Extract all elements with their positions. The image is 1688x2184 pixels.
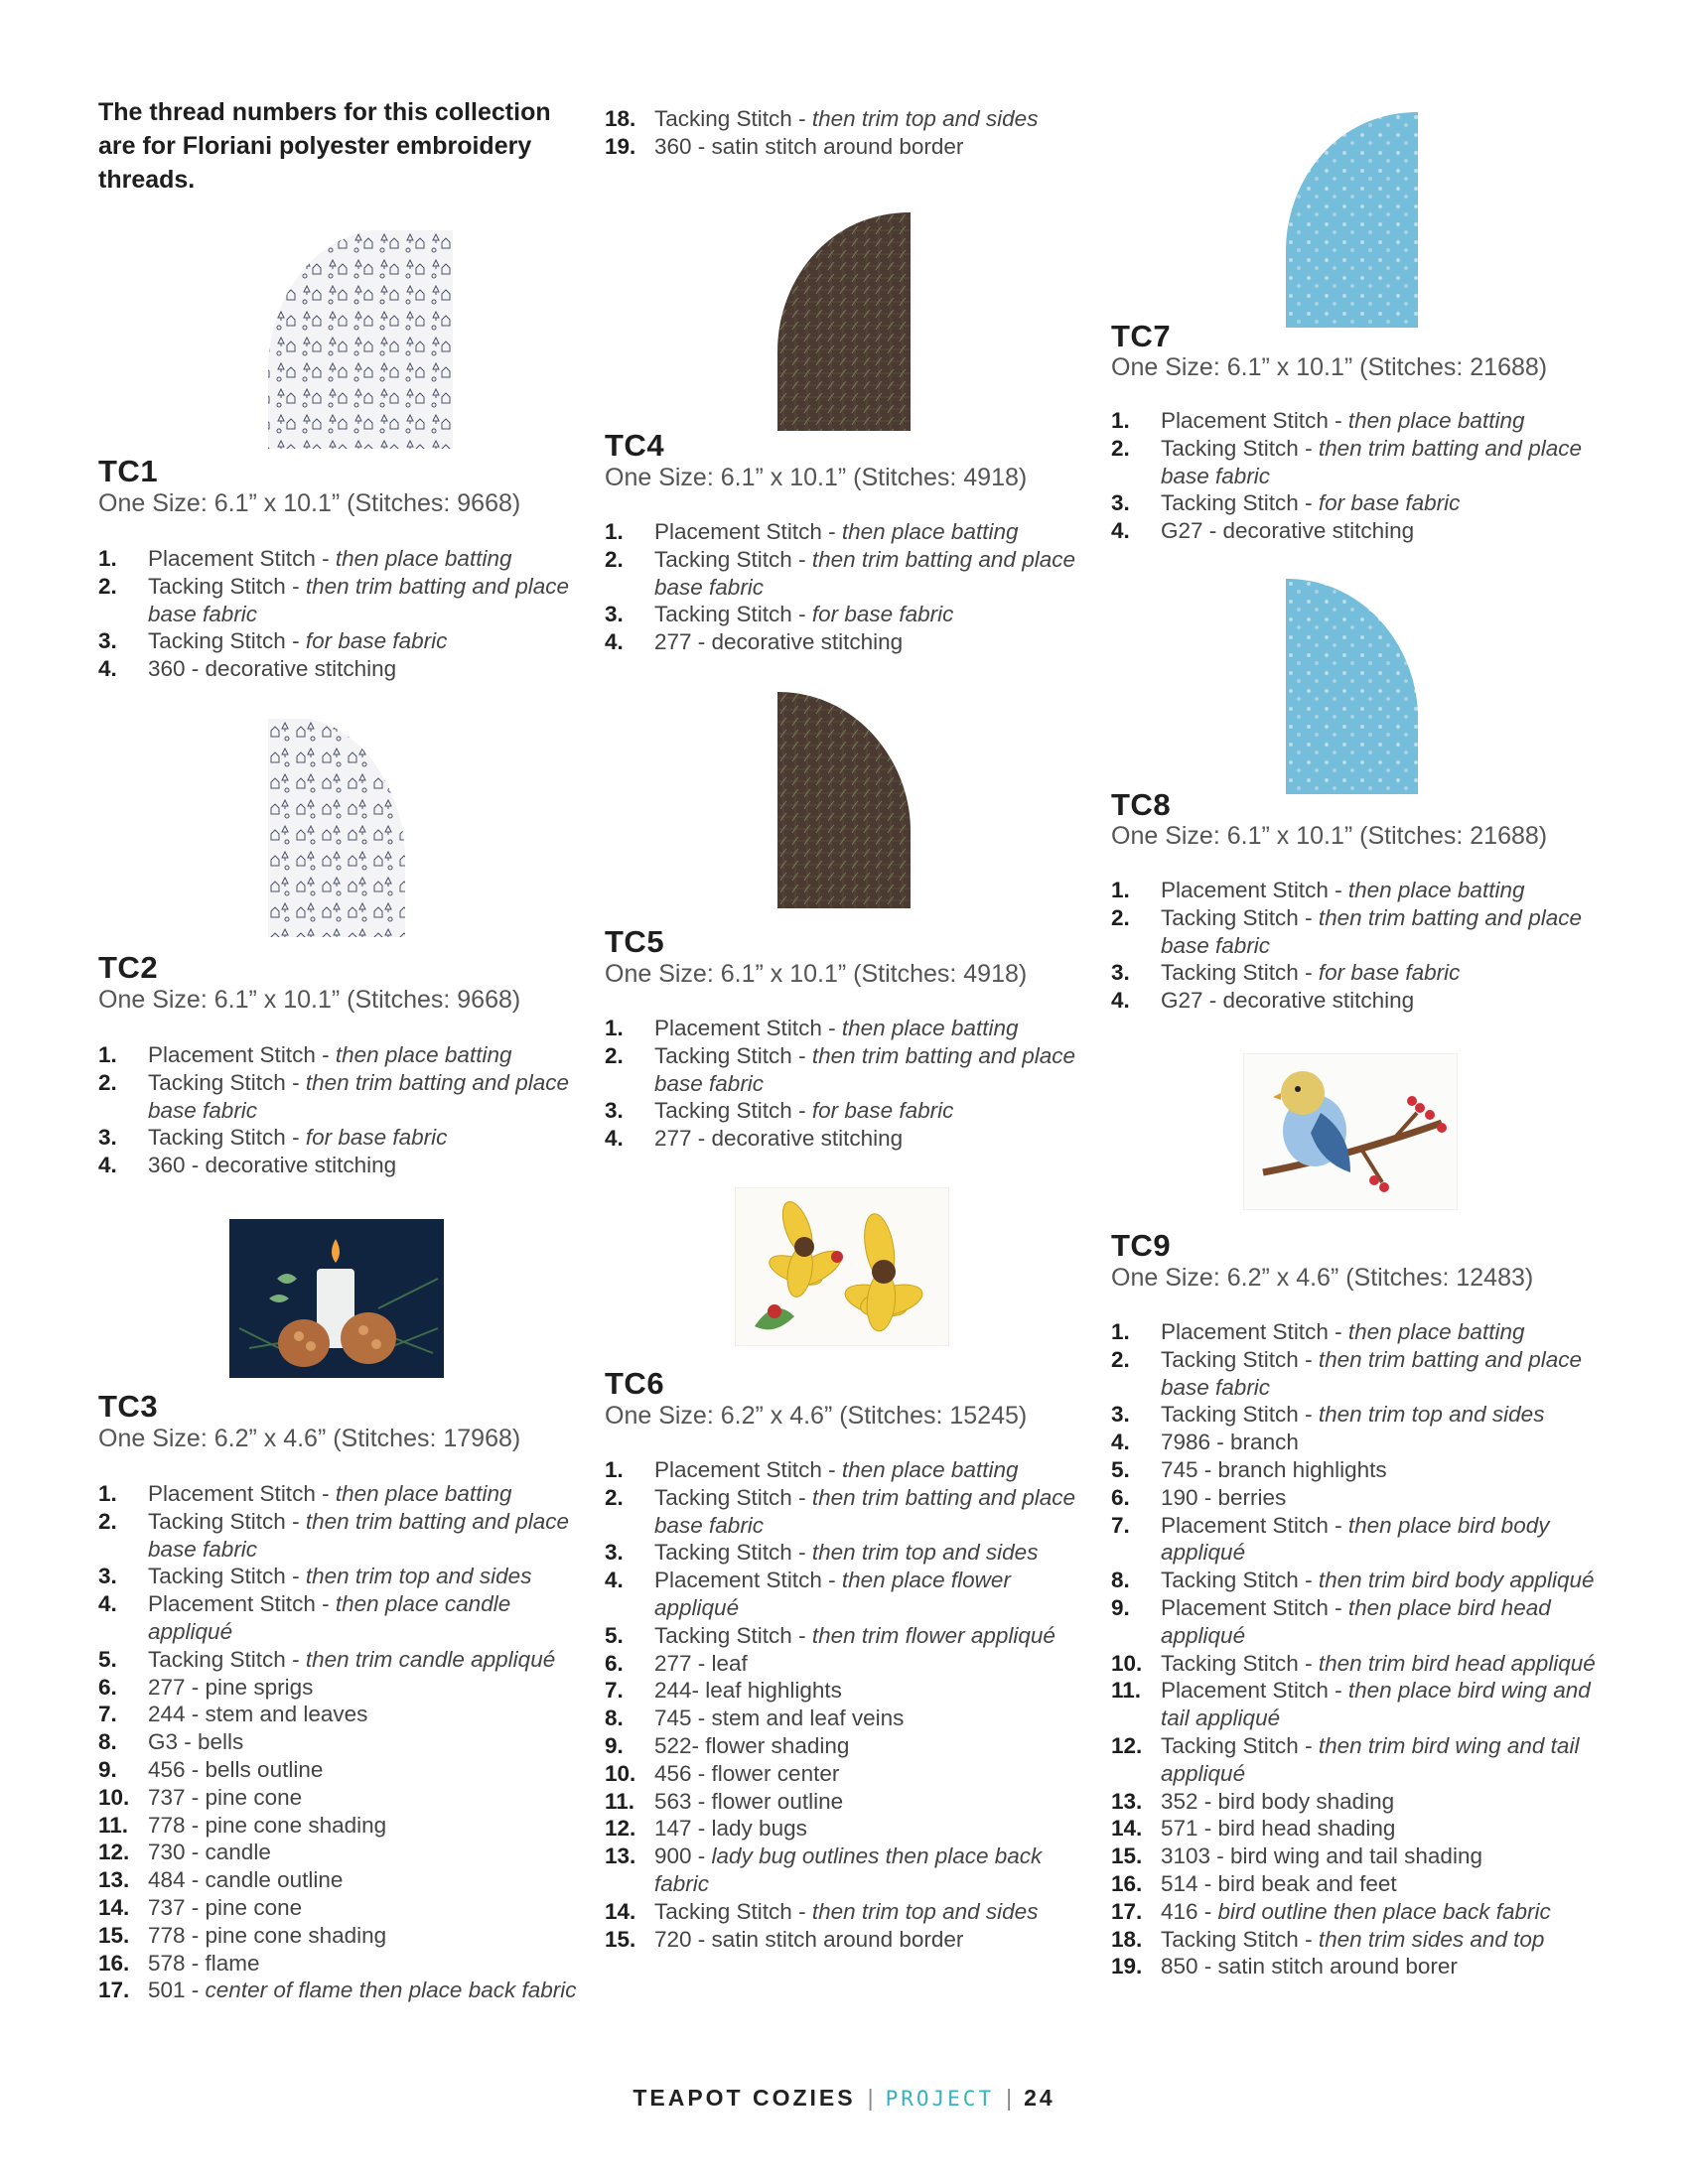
list-item: 9. Placement Stitch - then place bird head appliqué: [1111, 1594, 1551, 1648]
list-item: 3. Tacking Stitch - then trim top and sides: [605, 1540, 1039, 1566]
tc6-size: One Size: 6.2” x 4.6” (Stitches: 15245): [605, 1402, 1028, 1430]
list-item: 3. Tacking Stitch - for base fabric: [605, 1098, 954, 1124]
list-item: 18. Tacking Stitch - then trim top and sides: [605, 106, 1039, 131]
list-item: 16. 514 - bird beak and feet: [1111, 1870, 1397, 1896]
list-item: 11. 563 - flower outline: [605, 1788, 844, 1814]
list-item: 4. 277 - decorative stitching: [605, 1126, 904, 1152]
tc7-steps: [1111, 407, 1608, 545]
list-item: 2. Tacking Stitch - then trim batting and place base fabric: [605, 1484, 1075, 1538]
footer-title: TEAPOT COZIES: [633, 2085, 856, 2111]
list-item: 19. 360 - satin stitch around border: [605, 133, 964, 159]
list-item: 3. Tacking Stitch - for base fabric: [605, 602, 954, 627]
list-item: 4. Placement Stitch - then place candle appliqué: [98, 1591, 511, 1644]
list-item: 1. Placement Stitch - then place batting: [1111, 1319, 1525, 1344]
list-item: 1. Placement Stitch - then place batting: [98, 546, 512, 571]
list-item: 11. 778 - pine cone shading: [98, 1812, 387, 1838]
list-item: 11. Placement Stitch - then place bird wing and tail appliqué: [1111, 1678, 1591, 1731]
list-item: 13. 484 - candle outline: [98, 1867, 344, 1893]
list-item: 2. Tacking Stitch - then trim batting and place base fabric: [1111, 435, 1582, 488]
list-item: 6. 277 - leaf: [605, 1650, 748, 1676]
list-item: 8. 745 - stem and leaf veins: [605, 1706, 905, 1731]
list-item: 9. 456 - bells outline: [98, 1756, 324, 1782]
tc7-size: One Size: 6.1” x 10.1” (Stitches: 21688): [1111, 353, 1548, 381]
tc8-size: One Size: 6.1” x 10.1” (Stitches: 21688): [1111, 822, 1548, 850]
list-item: 8. Tacking Stitch - then trim bird body appliqué: [1111, 1568, 1595, 1593]
tc2-code: TC2: [98, 950, 159, 985]
list-item: 7. Placement Stitch - then place bird body appliqué: [1111, 1512, 1550, 1566]
list-item: 14. 571 - bird head shading: [1111, 1816, 1396, 1842]
list-item: 4. 360 - decorative stitching: [98, 656, 397, 682]
list-item: 1. Placement Stitch - then place batting: [98, 1042, 512, 1067]
list-item: 3. Tacking Stitch - for base fabric: [98, 628, 448, 654]
tc4-image: [777, 212, 911, 431]
tc9-size: One Size: 6.2” x 4.6” (Stitches: 12483): [1111, 1264, 1534, 1292]
footer-separator: |: [867, 2085, 874, 2111]
tc2-size: One Size: 6.1” x 10.1” (Stitches: 9668): [98, 986, 521, 1014]
list-item: 10. Tacking Stitch - then trim bird head appliqué: [1111, 1650, 1596, 1676]
list-item: 5. Tacking Stitch - then trim flower appliqué: [605, 1622, 1055, 1648]
list-item: 9. 522- flower shading: [605, 1732, 850, 1758]
tc4-steps: [605, 518, 1101, 656]
tc3-code: TC3: [98, 1389, 159, 1424]
list-item: 6. 190 - berries: [1111, 1484, 1287, 1510]
list-item: 1. Placement Stitch - then place batting: [1111, 878, 1525, 902]
list-item: 2. Tacking Stitch - then trim batting and place base fabric: [98, 573, 569, 626]
list-item: 1. Placement Stitch - then place batting: [98, 1481, 512, 1506]
tc1-steps: [98, 545, 595, 683]
list-item: 2. Tacking Stitch - then trim batting and place base fabric: [605, 1042, 1075, 1096]
tc1-image: [268, 230, 453, 449]
list-item: 7. 244- leaf highlights: [605, 1678, 842, 1704]
list-item: 14. 737 - pine cone: [98, 1894, 303, 1920]
list-item: 1. Placement Stitch - then place batting: [605, 1457, 1019, 1482]
list-item: 4. G27 - decorative stitching: [1111, 988, 1415, 1014]
tc6-code: TC6: [605, 1366, 665, 1401]
list-item: 18. Tacking Stitch - then trim sides and top: [1111, 1926, 1545, 1952]
list-item: 15. 3103 - bird wing and tail shading: [1111, 1843, 1482, 1869]
tc2-steps: [98, 1041, 595, 1179]
list-item: 4. G27 - decorative stitching: [1111, 518, 1415, 544]
list-item: 8. G3 - bells: [98, 1729, 244, 1755]
list-item: 4. 7986 - branch: [1111, 1430, 1299, 1455]
list-item: 2. Tacking Stitch - then trim batting and place base fabric: [98, 1069, 569, 1123]
list-item: 5. Tacking Stitch - then trim candle appliqué: [98, 1646, 556, 1672]
page-footer: [0, 2085, 1688, 2112]
list-item: 3. Tacking Stitch - for base fabric: [1111, 960, 1461, 986]
tc3-size: One Size: 6.2” x 4.6” (Stitches: 17968): [98, 1425, 521, 1452]
list-item: 3. Tacking Stitch - for base fabric: [1111, 490, 1461, 516]
list-item: 2. Tacking Stitch - then trim batting and place base fabric: [1111, 904, 1582, 958]
list-item: 2. Tacking Stitch - then trim batting and place base fabric: [98, 1508, 569, 1562]
list-item: 4. 277 - decorative stitching: [605, 629, 904, 655]
tc9-steps: [1111, 1318, 1608, 1980]
tc4-size: One Size: 6.1” x 10.1” (Stitches: 4918): [605, 464, 1028, 491]
tc8-steps: [1111, 877, 1608, 1015]
list-item: 1. Placement Stitch - then place batting: [605, 519, 1019, 544]
list-item: 14. Tacking Stitch - then trim top and sides: [605, 1898, 1039, 1924]
list-item: 10. 456 - flower center: [605, 1760, 840, 1786]
tc1-code: TC1: [98, 454, 159, 488]
list-item: 12. Tacking Stitch - then trim bird wing and tail appliqué: [1111, 1732, 1580, 1786]
list-item: 10. 737 - pine cone: [98, 1784, 303, 1810]
col2-continued-steps: [605, 105, 1101, 161]
list-item: 12. 730 - candle: [98, 1840, 271, 1865]
tc9-image: [1243, 1053, 1458, 1210]
list-item: 4. 360 - decorative stitching: [98, 1153, 397, 1178]
tc4-code: TC4: [605, 428, 665, 463]
list-item: 3. Tacking Stitch - then trim top and sides: [1111, 1402, 1545, 1428]
footer-section: PROJECT: [885, 2087, 995, 2111]
tc1-size: One Size: 6.1” x 10.1” (Stitches: 9668): [98, 489, 521, 517]
list-item: 1. Placement Stitch - then place batting: [1111, 408, 1525, 433]
tc6-steps: [605, 1456, 1101, 1953]
list-item: 15. 778 - pine cone shading: [98, 1922, 387, 1948]
tc8-code: TC8: [1111, 787, 1172, 822]
list-item: 5. 745 - branch highlights: [1111, 1456, 1387, 1482]
list-item: 12. 147 - lady bugs: [605, 1816, 807, 1842]
tc5-steps: [605, 1015, 1101, 1153]
tc2-image: [268, 719, 405, 937]
page-number: 24: [1024, 2085, 1055, 2111]
list-item: 17. 416 - bird outline then place back fabric: [1111, 1898, 1551, 1924]
list-item: 3. Tacking Stitch - then trim top and sides: [98, 1564, 532, 1589]
list-item: 17. 501 - center of flame then place back fabric: [98, 1978, 577, 2003]
tc8-image: [1286, 579, 1418, 794]
tc6-image: [735, 1187, 949, 1346]
tc5-image: [777, 692, 911, 908]
intro-note: The thread numbers for this collection are for Floriani polyester embroidery threads.: [98, 98, 551, 194]
tc3-image: [229, 1219, 444, 1378]
tc9-code: TC9: [1111, 1228, 1172, 1263]
list-item: 1. Placement Stitch - then place batting: [605, 1016, 1019, 1040]
footer-separator: |: [1006, 2085, 1013, 2111]
list-item: 6. 277 - pine sprigs: [98, 1674, 314, 1700]
list-item: 7. 244 - stem and leaves: [98, 1702, 368, 1727]
list-item: 2. Tacking Stitch - then trim batting and place base fabric: [605, 546, 1075, 600]
tc7-code: TC7: [1111, 319, 1172, 353]
list-item: 13. 352 - bird body shading: [1111, 1788, 1395, 1814]
list-item: 2. Tacking Stitch - then trim batting and place base fabric: [1111, 1346, 1582, 1400]
list-item: 19. 850 - satin stitch around borer: [1111, 1954, 1458, 1979]
tc3-steps: [98, 1480, 595, 2004]
list-item: 16. 578 - flame: [98, 1950, 260, 1976]
list-item: 4. Placement Stitch - then place flower appliqué: [605, 1568, 1011, 1620]
list-item: 13. 900 - lady bug outlines then place back fabric: [605, 1843, 1043, 1896]
tc5-code: TC5: [605, 924, 665, 959]
tc5-size: One Size: 6.1” x 10.1” (Stitches: 4918): [605, 960, 1028, 988]
list-item: 3. Tacking Stitch - for base fabric: [98, 1125, 448, 1151]
tc7-image: [1286, 112, 1418, 328]
list-item: 15. 720 - satin stitch around border: [605, 1926, 964, 1952]
